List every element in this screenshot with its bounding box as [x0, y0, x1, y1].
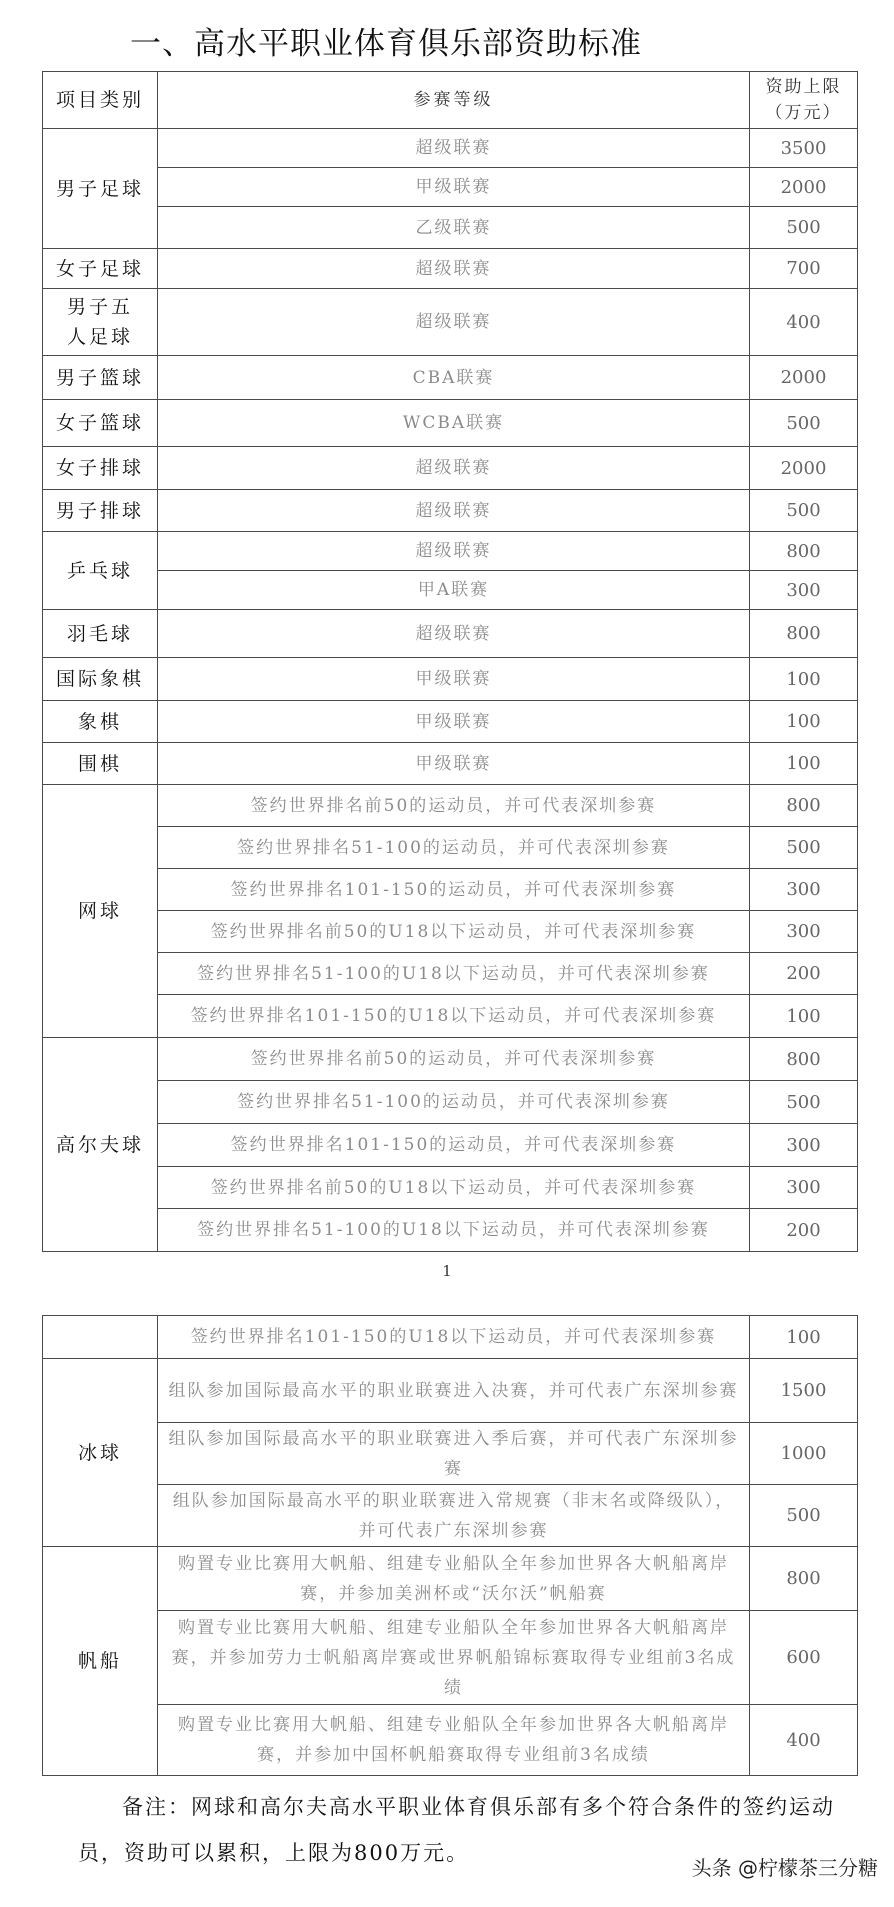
category-cell: 乒乓球 [43, 532, 158, 610]
table-row [43, 911, 858, 953]
category-cell: 高尔夫球 [43, 1038, 158, 1252]
category-cell: 冰球 [43, 1359, 158, 1547]
limit-cell: 500 [750, 207, 858, 249]
limit-cell: 700 [750, 249, 858, 289]
table-row [43, 1167, 858, 1209]
table-row [43, 1705, 858, 1776]
level-cell: 组队参加国际最高水平的职业联赛进入常规赛（非末名或降级队），并可代表广东深圳参赛 [158, 1485, 750, 1547]
category-cell: 男子排球 [43, 490, 158, 532]
limit-cell: 300 [750, 869, 858, 911]
limit-cell: 2000 [750, 168, 858, 207]
level-cell: 超级联赛 [158, 447, 750, 490]
table-row [43, 129, 858, 168]
table-row [43, 571, 858, 610]
level-cell: 购置专业比赛用大帆船、组建专业船队全年参加世界各大帆船离岸赛，并参加美洲杯或“沃尔沃”帆船赛 [158, 1547, 750, 1611]
table-row [43, 400, 858, 447]
limit-cell: 500 [750, 827, 858, 869]
level-cell: CBA联赛 [158, 356, 750, 400]
header-limit: 资助上限 （万元） [750, 72, 858, 129]
level-cell: 签约世界排名51-100的U18以下运动员，并可代表深圳参赛 [158, 953, 750, 995]
table-row [43, 289, 858, 356]
level-cell: 超级联赛 [158, 490, 750, 532]
table-row [43, 1547, 858, 1611]
category-cell: 网球 [43, 785, 158, 1038]
level-cell: 签约世界排名101-150的运动员，并可代表深圳参赛 [158, 869, 750, 911]
limit-cell: 800 [750, 532, 858, 571]
limit-cell: 3500 [750, 129, 858, 168]
table-row [43, 249, 858, 289]
level-cell: 签约世界排名101-150的U18以下运动员，并可代表深圳参赛 [158, 1316, 750, 1359]
level-cell: 组队参加国际最高水平的职业联赛进入季后赛，并可代表广东深圳参赛 [158, 1423, 750, 1485]
table-row [43, 1423, 858, 1485]
level-cell: 超级联赛 [158, 129, 750, 168]
table-row [43, 610, 858, 658]
category-cell: 围棋 [43, 743, 158, 785]
limit-cell: 1500 [750, 1359, 858, 1423]
table-row [43, 743, 858, 785]
limit-cell: 800 [750, 610, 858, 658]
level-cell: 购置专业比赛用大帆船、组建专业船队全年参加世界各大帆船离岸赛，并参加劳力士帆船离岸赛或世界帆船锦标赛取得专业组前3名成绩 [158, 1611, 750, 1705]
funding-table-part1 [42, 71, 858, 1252]
category-cell: 帆船 [43, 1547, 158, 1776]
table-row [43, 1081, 858, 1124]
level-cell: 甲级联赛 [158, 168, 750, 207]
limit-cell: 800 [750, 1038, 858, 1081]
level-cell: 签约世界排名前50的U18以下运动员，并可代表深圳参赛 [158, 911, 750, 953]
limit-cell: 100 [750, 658, 858, 701]
table-row [43, 953, 858, 995]
limit-cell: 400 [750, 289, 858, 356]
category-cell: 象棋 [43, 701, 158, 743]
category-cell: 羽毛球 [43, 610, 158, 658]
table-row [43, 869, 858, 911]
table-row [43, 658, 858, 701]
level-cell: 签约世界排名101-150的运动员，并可代表深圳参赛 [158, 1124, 750, 1167]
limit-cell: 800 [750, 785, 858, 827]
limit-cell: 100 [750, 701, 858, 743]
table-row [43, 356, 858, 400]
level-cell: 超级联赛 [158, 532, 750, 571]
table-row [43, 532, 858, 571]
table-row [43, 1209, 858, 1252]
table-row [43, 168, 858, 207]
level-cell: 签约世界排名51-100的运动员，并可代表深圳参赛 [158, 1081, 750, 1124]
level-cell: 签约世界排名前50的运动员，并可代表深圳参赛 [158, 1038, 750, 1081]
funding-table-part2 [42, 1315, 858, 1776]
limit-cell: 300 [750, 571, 858, 610]
limit-cell: 100 [750, 743, 858, 785]
level-cell: 组队参加国际最高水平的职业联赛进入决赛，并可代表广东深圳参赛 [158, 1359, 750, 1423]
limit-cell: 100 [750, 1316, 858, 1359]
category-cell: 女子足球 [43, 249, 158, 289]
limit-cell: 1000 [750, 1423, 858, 1485]
table-row [43, 701, 858, 743]
limit-cell: 500 [750, 1081, 858, 1124]
table-row [43, 1316, 858, 1359]
page-title: 一、高水平职业体育俱乐部资助标准 [130, 26, 642, 62]
watermark: 头条 @柠檬茶三分糖 [691, 1856, 878, 1880]
level-cell: 签约世界排名51-100的运动员，并可代表深圳参赛 [158, 827, 750, 869]
page-number: 1 [442, 1262, 452, 1280]
level-cell: 签约世界排名前50的运动员，并可代表深圳参赛 [158, 785, 750, 827]
footnote: 备注：网球和高尔夫高水平职业体育俱乐部有多个符合条件的签约运动员，资助可以累积，上限为800万元。 [78, 1795, 835, 1865]
table-header-row [43, 72, 858, 129]
limit-cell: 200 [750, 953, 858, 995]
limit-cell: 100 [750, 995, 858, 1038]
limit-cell: 300 [750, 1167, 858, 1209]
level-cell: WCBA联赛 [158, 400, 750, 447]
category-cell: 男子五人足球 [43, 289, 158, 356]
limit-cell: 600 [750, 1611, 858, 1705]
category-cell: 男子足球 [43, 129, 158, 249]
header-category: 项目类别 [43, 72, 158, 129]
level-cell: 超级联赛 [158, 610, 750, 658]
level-cell: 签约世界排名前50的U18以下运动员，并可代表深圳参赛 [158, 1167, 750, 1209]
limit-cell: 2000 [750, 447, 858, 490]
limit-cell: 500 [750, 1485, 858, 1547]
header-level: 参赛等级 [158, 72, 750, 129]
table-row [43, 207, 858, 249]
level-cell: 超级联赛 [158, 249, 750, 289]
category-cell: 女子篮球 [43, 400, 158, 447]
table-row [43, 447, 858, 490]
limit-cell: 200 [750, 1209, 858, 1252]
limit-cell: 300 [750, 1124, 858, 1167]
limit-cell: 500 [750, 400, 858, 447]
table-row [43, 827, 858, 869]
table-row [43, 995, 858, 1038]
level-cell: 购置专业比赛用大帆船、组建专业船队全年参加世界各大帆船离岸赛，并参加中国杯帆船赛取得专业组前3名成绩 [158, 1705, 750, 1776]
limit-cell: 2000 [750, 356, 858, 400]
limit-cell: 400 [750, 1705, 858, 1776]
table-row [43, 785, 858, 827]
level-cell: 签约世界排名51-100的U18以下运动员，并可代表深圳参赛 [158, 1209, 750, 1252]
category-cell [43, 1316, 158, 1359]
table-row [43, 1038, 858, 1081]
table-row [43, 1611, 858, 1705]
table-row [43, 490, 858, 532]
level-cell: 乙级联赛 [158, 207, 750, 249]
limit-cell: 500 [750, 490, 858, 532]
level-cell: 甲级联赛 [158, 743, 750, 785]
level-cell: 甲级联赛 [158, 701, 750, 743]
limit-cell: 300 [750, 911, 858, 953]
level-cell: 超级联赛 [158, 289, 750, 356]
category-cell: 女子排球 [43, 447, 158, 490]
category-cell: 国际象棋 [43, 658, 158, 701]
level-cell: 甲A联赛 [158, 571, 750, 610]
table-row [43, 1485, 858, 1547]
table-row [43, 1359, 858, 1423]
category-cell: 男子篮球 [43, 356, 158, 400]
level-cell: 甲级联赛 [158, 658, 750, 701]
table-row [43, 1124, 858, 1167]
level-cell: 签约世界排名101-150的U18以下运动员，并可代表深圳参赛 [158, 995, 750, 1038]
limit-cell: 800 [750, 1547, 858, 1611]
